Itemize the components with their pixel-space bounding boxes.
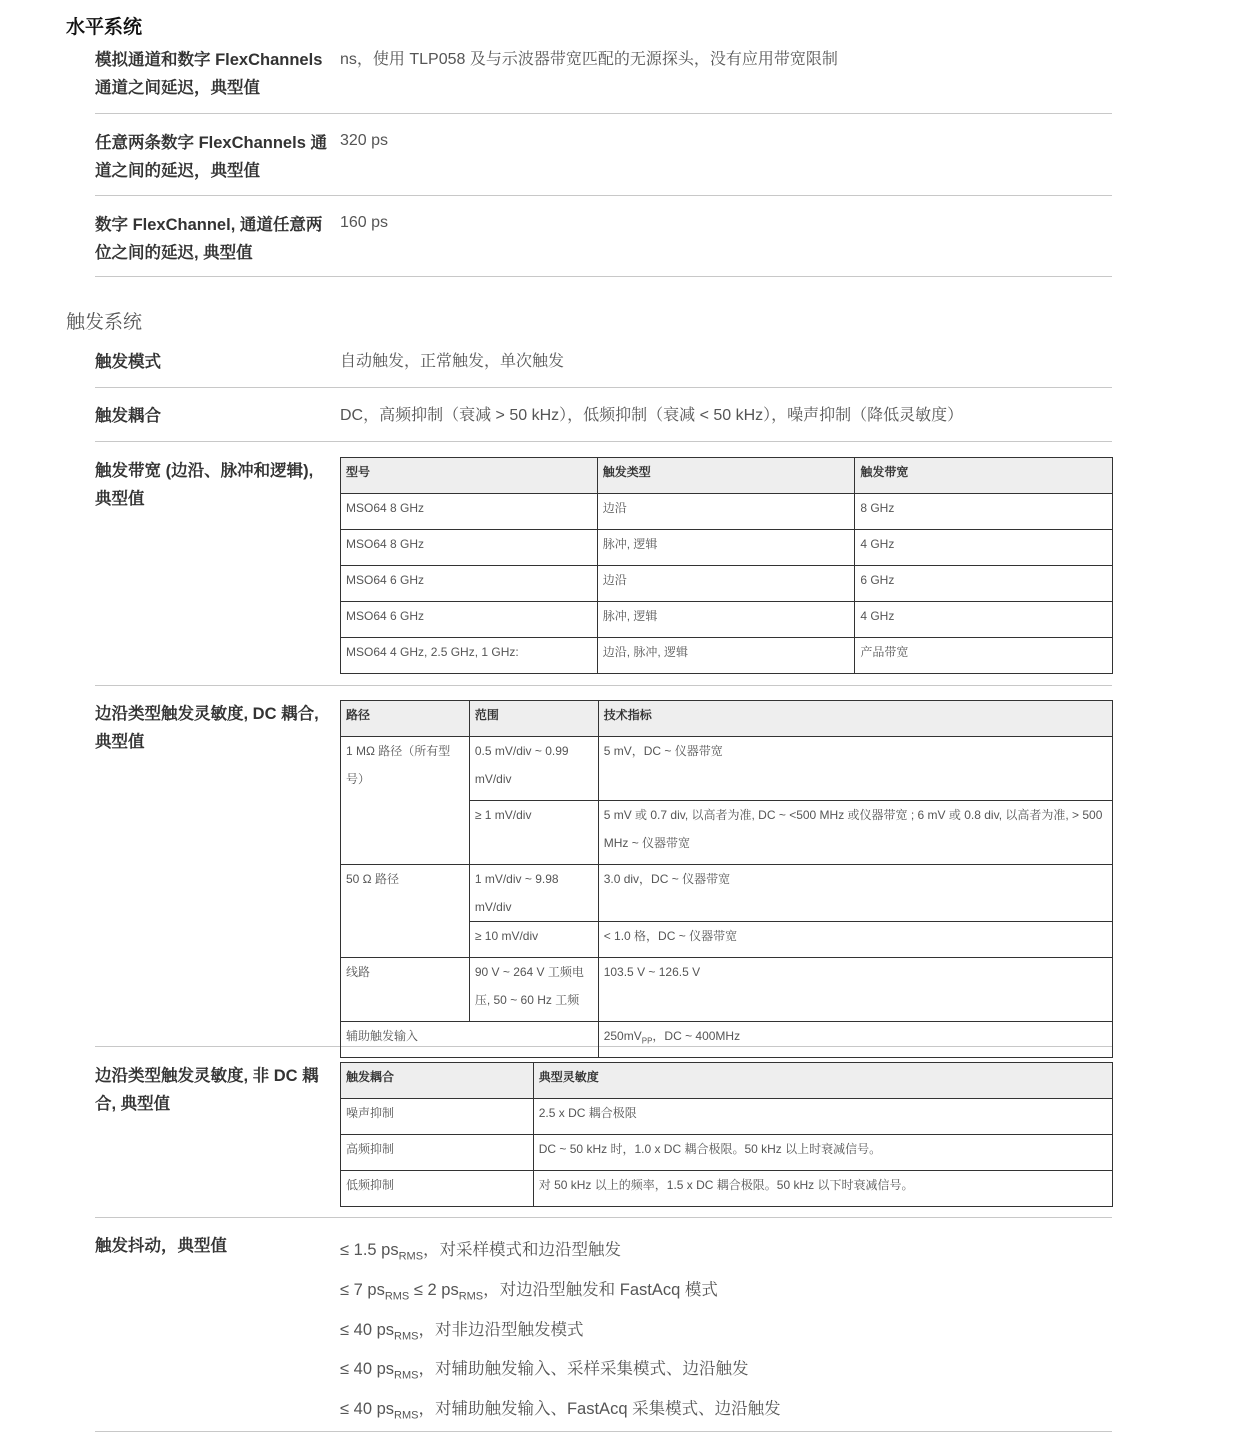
table-cell: 8 GHz	[855, 494, 1113, 530]
spec-value: 320 ps	[340, 132, 389, 149]
jitter-value: ≤ 1.5 ps	[340, 1241, 399, 1259]
table-header: 型号	[341, 458, 598, 494]
table-header-row	[341, 458, 1113, 494]
table-cell: MSO64 8 GHz	[341, 530, 598, 566]
table-cell: 对 50 kHz 以上的频率，1.5 x DC 耦合极限。50 kHz 以下时衰减信号。	[533, 1171, 1112, 1207]
rms-subscript: RMS	[384, 1290, 410, 1303]
spec-label: 数字 FlexChannel, 通道任意两位之间的延迟, 典型值	[95, 216, 323, 262]
jitter-line	[340, 1276, 718, 1302]
spec-label: 任意两条数字 FlexChannels 通道之间的延迟，典型值	[95, 134, 327, 180]
table-cell: 线路	[341, 958, 470, 1022]
jitter-value: ≤ 40 ps	[340, 1321, 395, 1339]
spec-row-trigger-coupling	[95, 401, 1112, 442]
jitter-line	[340, 1316, 583, 1342]
jitter-value: ≤ 40 ps	[340, 1360, 395, 1378]
table-row	[341, 1135, 1113, 1171]
spec-label: 模拟通道和数字 FlexChannels 通道之间延迟，典型值	[95, 51, 323, 97]
rms-subscript: RMS	[394, 1409, 419, 1422]
spec-row	[95, 44, 1112, 114]
table-cell: DC ~ 50 kHz 时，1.0 x DC 耦合极限。50 kHz 以上时衰减信号。	[533, 1135, 1112, 1171]
section-title-trigger: 触发系统	[66, 312, 143, 333]
table-row	[341, 530, 1113, 566]
spec-value: ns，使用 TLP058 及与示波器带宽匹配的无源探头，没有应用带宽限制	[340, 51, 838, 68]
spec-row-edge-dc	[95, 700, 1112, 1047]
table-cell: 边沿	[597, 566, 855, 602]
table-cell: 边沿	[597, 494, 855, 530]
table-row	[341, 865, 1113, 922]
edge-dc-table	[340, 700, 1113, 1058]
aux-spec-range: ，DC ~ 400MHz	[652, 1029, 741, 1043]
table-cell: 5 mV，DC ~ 仪器带宽	[598, 737, 1112, 801]
spec-value: 自动触发，正常触发，单次触发	[340, 353, 565, 370]
table-row	[341, 602, 1113, 638]
table-row	[341, 638, 1113, 674]
table-header: 触发耦合	[341, 1063, 534, 1099]
table-cell: MSO64 6 GHz	[341, 602, 598, 638]
spec-row-trigger-mode	[95, 346, 1112, 388]
table-cell: 边沿, 脉冲, 逻辑	[597, 638, 855, 674]
jitter-value: ≤ 7 ps	[340, 1281, 385, 1299]
table-cell: 90 V ~ 264 V 工频电压, 50 ~ 60 Hz 工频	[469, 958, 598, 1022]
table-header: 触发带宽	[855, 458, 1113, 494]
spec-label: 边沿类型触发灵敏度, DC 耦合, 典型值	[95, 705, 319, 751]
table-cell: MSO64 4 GHz, 2.5 GHz, 1 GHz:	[341, 638, 598, 674]
table-cell: 低频抑制	[341, 1171, 534, 1207]
jitter-condition: ，对非边沿型触发模式	[418, 1321, 584, 1339]
table-row	[341, 1099, 1113, 1135]
table-header: 范围	[469, 701, 598, 737]
table-cell: 2.5 x DC 耦合极限	[533, 1099, 1112, 1135]
spec-row-edge-nondc	[95, 1062, 1112, 1218]
spec-label: 触发模式	[95, 353, 161, 371]
jitter-condition: ，对边沿型触发和 FastAcq 模式	[483, 1281, 718, 1299]
table-cell: ≥ 10 mV/div	[469, 922, 598, 958]
rms-subscript: RMS	[458, 1290, 484, 1303]
table-cell: MSO64 6 GHz	[341, 566, 598, 602]
table-cell: 脉冲, 逻辑	[597, 530, 855, 566]
rms-subscript: RMS	[398, 1250, 424, 1263]
table-header-row	[341, 1063, 1113, 1099]
table-cell: 0.5 mV/div ~ 0.99 mV/div	[469, 737, 598, 801]
table-cell	[598, 1022, 1112, 1058]
aux-spec-value: 250mV	[603, 1029, 642, 1043]
jitter-value: ≤ 40 ps	[340, 1400, 395, 1418]
table-cell: 高频抑制	[341, 1135, 534, 1171]
spec-row-trigger-bandwidth	[95, 457, 1112, 686]
table-header-row	[341, 701, 1113, 737]
edge-nondc-table	[340, 1062, 1113, 1207]
table-row	[341, 494, 1113, 530]
rms-subscript: RMS	[394, 1330, 419, 1343]
jitter-value: ≤ 2 ps	[409, 1281, 459, 1299]
table-cell: 脉冲, 逻辑	[597, 602, 855, 638]
table-cell: 产品带宽	[855, 638, 1113, 674]
table-row	[341, 737, 1113, 801]
table-cell: 5 mV 或 0.7 div, 以高者为准, DC ~ <500 MHz 或仪器带宽 ; 6 mV 或 0.8 div, 以高者为准, > 500 MHz ~ 仪器带宽	[598, 801, 1112, 865]
table-header: 触发类型	[597, 458, 855, 494]
table-cell: 6 GHz	[855, 566, 1113, 602]
table-row	[341, 1171, 1113, 1207]
jitter-line	[340, 1236, 621, 1262]
spec-row	[95, 209, 1112, 277]
spec-label: 边沿类型触发灵敏度, 非 DC 耦合, 典型值	[95, 1067, 319, 1113]
table-cell: 4 GHz	[855, 530, 1113, 566]
section-title-horizontal: 水平系统	[66, 17, 143, 38]
table-row	[341, 566, 1113, 602]
table-header: 路径	[341, 701, 470, 737]
jitter-line	[340, 1395, 781, 1421]
table-cell: 1 mV/div ~ 9.98 mV/div	[469, 865, 598, 922]
table-cell: 3.0 div，DC ~ 仪器带宽	[598, 865, 1112, 922]
table-header: 技术指标	[598, 701, 1112, 737]
jitter-line	[340, 1355, 748, 1381]
aux-spec-subscript: PP	[641, 1036, 653, 1046]
table-cell: 50 Ω 路径	[341, 865, 470, 958]
jitter-condition: ，对辅助触发输入、采样采集模式、边沿触发	[418, 1360, 749, 1378]
spec-value: 160 ps	[340, 214, 389, 231]
table-cell: < 1.0 格，DC ~ 仪器带宽	[598, 922, 1112, 958]
table-header: 典型灵敏度	[533, 1063, 1112, 1099]
table-cell: 4 GHz	[855, 602, 1113, 638]
table-cell: ≥ 1 mV/div	[469, 801, 598, 865]
table-cell: 1 MΩ 路径（所有型号）	[341, 737, 470, 865]
trigger-bandwidth-table	[340, 457, 1113, 674]
jitter-condition: ，对辅助触发输入、FastAcq 采集模式、边沿触发	[418, 1400, 781, 1418]
spec-label: 触发抖动，典型值	[95, 1237, 227, 1255]
table-row	[341, 1022, 1113, 1058]
spec-row	[95, 127, 1112, 196]
table-cell: 103.5 V ~ 126.5 V	[598, 958, 1112, 1022]
jitter-condition: ，对采样模式和边沿型触发	[423, 1241, 622, 1259]
spec-label: 触发带宽 (边沿、脉冲和逻辑), 典型值	[95, 462, 314, 508]
table-cell: 辅助触发输入	[341, 1022, 599, 1058]
table-cell: MSO64 8 GHz	[341, 494, 598, 530]
spec-label: 触发耦合	[95, 407, 161, 425]
spec-value: DC，高频抑制（衰减 > 50 kHz），低频抑制（衰减 < 50 kHz），噪声抑制（降低灵敏度）	[340, 407, 964, 424]
table-row	[341, 958, 1113, 1022]
rms-subscript: RMS	[394, 1369, 419, 1382]
table-cell: 噪声抑制	[341, 1099, 534, 1135]
